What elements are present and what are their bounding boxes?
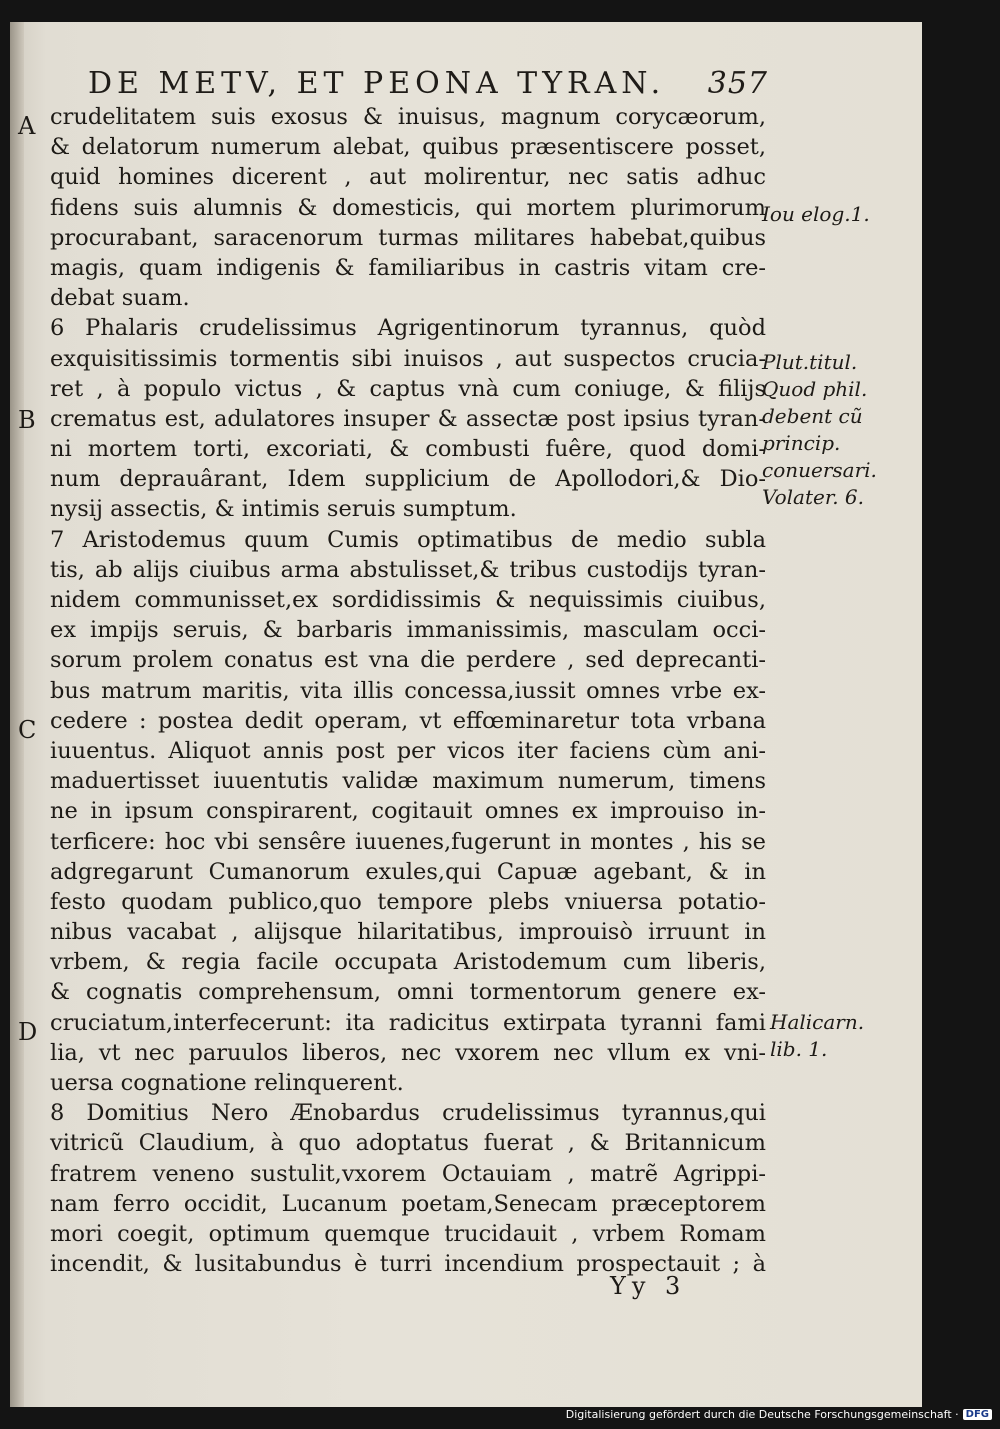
text-line: mori coegit, optimum quemque trucidauit , vrbem Romam — [50, 1220, 766, 1247]
section-letter-d: D — [18, 1018, 38, 1046]
text-line: procurabant, saracenorum turmas militares habebat,quibus — [50, 224, 766, 251]
text-line: exquisitissimis tormentis sibi inuisos , aut suspectos crucia- — [50, 345, 766, 372]
section-letter-b: B — [18, 406, 36, 434]
text-line: crudelitatem suis exosus & inuisus, magnum corycæorum, — [50, 104, 766, 130]
margin-note: Quod phil. — [762, 377, 868, 401]
text-line: lia, vt nec paruulos liberos, nec vxorem nec vllum ex vni- — [50, 1039, 766, 1066]
text-line: cedere : postea dedit operam, vt effœminaretur tota vrbana — [50, 707, 766, 734]
text-line: crematus est, adulatores insuper & assectæ post ipsius tyran- — [50, 405, 766, 432]
text-line: fratrem veneno sustulit,vxorem Octauiam , matrẽ Agrippi- — [50, 1160, 766, 1187]
text-line: maduertisset iuuentutis validæ maximum numerum, timens — [50, 768, 766, 795]
dfg-logo: DFG — [963, 1409, 992, 1420]
margin-note: Iou elog.1. — [762, 202, 870, 226]
page-number: 357 — [707, 66, 768, 101]
running-head — [88, 66, 768, 101]
text-line: 6 Phalaris crudelissimus Agrigentinorum tyrannus, quòd — [50, 315, 766, 342]
text-line: festo quodam publico,quo tempore plebs vniuersa potatio- — [50, 888, 766, 915]
margin-note: lib. 1. — [770, 1037, 828, 1061]
text-line: quid homines dicerent , aut molirentur, nec satis adhuc — [50, 164, 766, 191]
section-letter-c: C — [18, 716, 37, 744]
section-letter-a: A — [18, 112, 36, 140]
margin-note: debent cũ — [762, 404, 863, 428]
text-line: cruciatum,interfecerunt: ita radicitus extirpata tyranni fami — [50, 1009, 766, 1036]
text-line: ni mortem torti, excoriati, & combusti fuêre, quod domi- — [50, 436, 766, 463]
text-line: ex impijs seruis, & barbaris immanissimis, masculam occi- — [50, 617, 766, 644]
margin-note: princip. — [762, 431, 841, 455]
margin-note: Plut.titul. — [762, 350, 858, 374]
text-line: 8 Domitius Nero Ænobardus crudelissimus tyrannus,qui — [50, 1100, 766, 1127]
text-line: num deprauârant, Idem supplicium de Apollodori,& Dio- — [50, 466, 766, 493]
text-line: & delatorum numerum alebat, quibus præsentiscere posset, — [50, 134, 766, 161]
text-line: 7 Aristodemus quum Cumis optimatibus de medio subla — [50, 526, 766, 553]
text-line: sorum prolem conatus est vna die perdere , sed deprecanti- — [50, 647, 766, 674]
text-line: adgregarunt Cumanorum exules,qui Capuæ agebant, & in — [50, 858, 766, 885]
margin-note: conuersari. — [762, 458, 877, 482]
text-line: terficere: hoc vbi sensêre iuuenes,fugerunt in montes , his se — [50, 828, 766, 855]
margin-note: Volater. 6. — [762, 485, 865, 509]
footer-text: Digitalisierung gefördert durch die Deutsche Forschungsgemeinschaft · — [565, 1408, 959, 1421]
body-text — [50, 102, 766, 1279]
text-line: nidem communisset,ex sordidissimis & nequissimis ciuibus, — [50, 587, 766, 613]
text-line: magis, quam indigenis & familiaribus in castris vitam cre- — [50, 254, 766, 281]
text-line: vitricũ Claudium, à quo adoptatus fuerat , & Britannicum — [50, 1130, 766, 1157]
book-page — [10, 22, 922, 1407]
text-line: fidens suis alumnis & domesticis, qui mortem plurimorum — [50, 194, 766, 221]
page-spine-shadow — [10, 22, 24, 1407]
text-line: vrbem, & regia facile occupata Aristodemum cum liberis, — [50, 949, 766, 976]
text-line: iuuentus. Aliquot annis post per vicos iter faciens cùm ani- — [50, 737, 766, 764]
text-line: & cognatis comprehensum, omni tormentorum genere ex- — [50, 979, 766, 1006]
text-line: bus matrum maritis, vita illis concessa,iussit omnes vrbe ex- — [50, 677, 766, 704]
running-head-title: DE METV, ET PEONA TYRAN. — [88, 66, 666, 101]
margin-note: Halicarn. — [770, 1010, 865, 1034]
text-line: nysij assectis, & intimis seruis sumptum. — [50, 496, 517, 523]
text-line: tis, ab alijs ciuibus arma abstulisset,& tribus custodijs tyran- — [50, 556, 766, 583]
text-line: ret , à populo victus , & captus vnà cum coniuge, & filijs — [50, 375, 766, 402]
text-line: debat suam. — [50, 285, 190, 312]
signature-mark: Yy 3 — [610, 1272, 687, 1300]
text-line: incendit, & lusitabundus è turri incendium prospectauit ; à — [50, 1251, 766, 1278]
digitization-footer — [566, 1408, 992, 1421]
text-line: ne in ipsum conspirarent, cogitauit omnes ex improuiso in- — [50, 798, 766, 825]
text-line: uersa cognatione relinquerent. — [50, 1070, 404, 1096]
text-line: nam ferro occidit, Lucanum poetam,Senecam præceptorem — [50, 1190, 766, 1217]
text-line: nibus vacabat , alijsque hilaritatibus, improuisò irruunt in — [50, 919, 766, 946]
